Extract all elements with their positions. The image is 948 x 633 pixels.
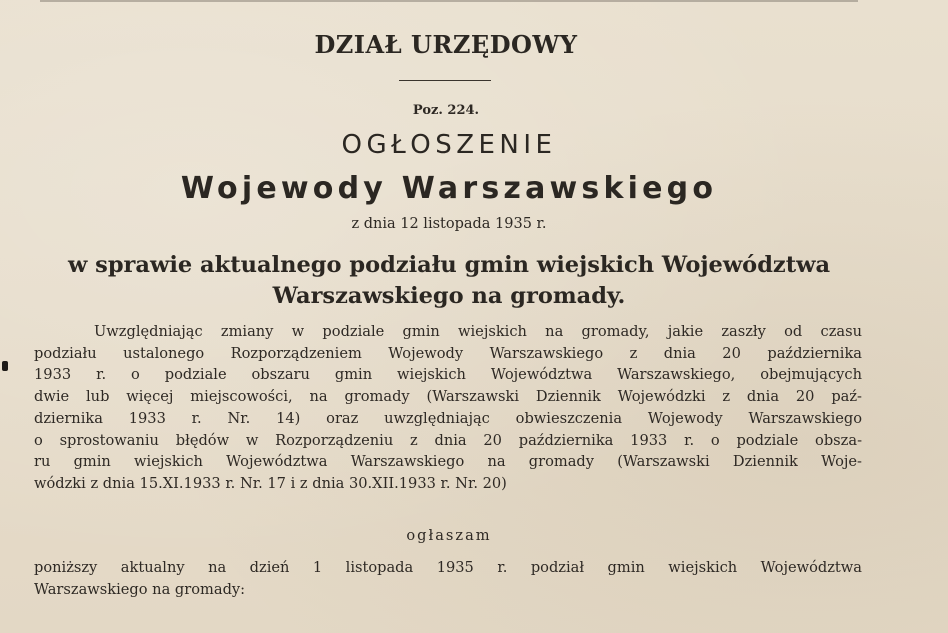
closing-paragraph — [34, 557, 862, 600]
announcement-heading: OGŁOSZENIE — [341, 130, 557, 160]
issuer-heading: Wojewody Warszawskiego — [180, 171, 718, 206]
paragraph-line: dwie lub więcej miejscowości, na gromady (Warszawski Dziennik Wojewódzki z dnia 20 paź- — [34, 388, 862, 406]
date-line: z dnia 12 listopada 1935 r. — [351, 216, 547, 232]
paragraph-line: Uwzględniając zmiany w podziale gmin wiejskich na gromady, jakie zaszły od czasu — [94, 323, 862, 340]
position-number: Poz. 224. — [412, 103, 480, 118]
subject-line: w sprawie aktualnego podziału gmin wiejskich Województwa — [67, 252, 831, 278]
subject-heading — [0, 250, 898, 312]
paragraph-line: podziału ustalonego Rozporządzeniem Wojewody Warszawskiego z dnia 20 października — [34, 344, 862, 362]
paragraph-line: dziernika 1933 r. Nr. 14) oraz uwzględniając obwieszczenia Wojewody Warszawskiego — [34, 409, 862, 427]
top-border-rule — [40, 0, 858, 2]
intro-paragraph — [34, 321, 862, 495]
section-title: DZIAŁ URZĘDOWY — [314, 30, 578, 59]
paragraph-line: wódzki z dnia 15.XI.1933 r. Nr. 17 i z dnia 30.XII.1933 r. Nr. 20) — [34, 474, 507, 492]
paragraph-line: o sprostowaniu błędów w Rozporządzeniu z dnia 20 października 1933 r. o podziale obsza- — [34, 431, 862, 449]
subject-line: Warszawskiego na gromady. — [272, 283, 626, 309]
margin-ink-mark — [2, 361, 8, 371]
paragraph-line: 1933 r. o podziale obszaru gmin wiejskich Województwa Warszawskiego, obejmujących — [34, 366, 862, 384]
paragraph-line: poniższy aktualny na dzień 1 listopada 1935 r. podział gmin wiejskich Województwa — [34, 559, 862, 576]
paragraph-line: Warszawskiego na gromady: — [34, 580, 246, 598]
announce-word: ogłaszam — [406, 527, 492, 544]
paragraph-line: ru gmin wiejskich Województwa Warszawskiego na gromady (Warszawski Dziennik Woje- — [34, 453, 862, 471]
title-divider — [399, 80, 491, 81]
